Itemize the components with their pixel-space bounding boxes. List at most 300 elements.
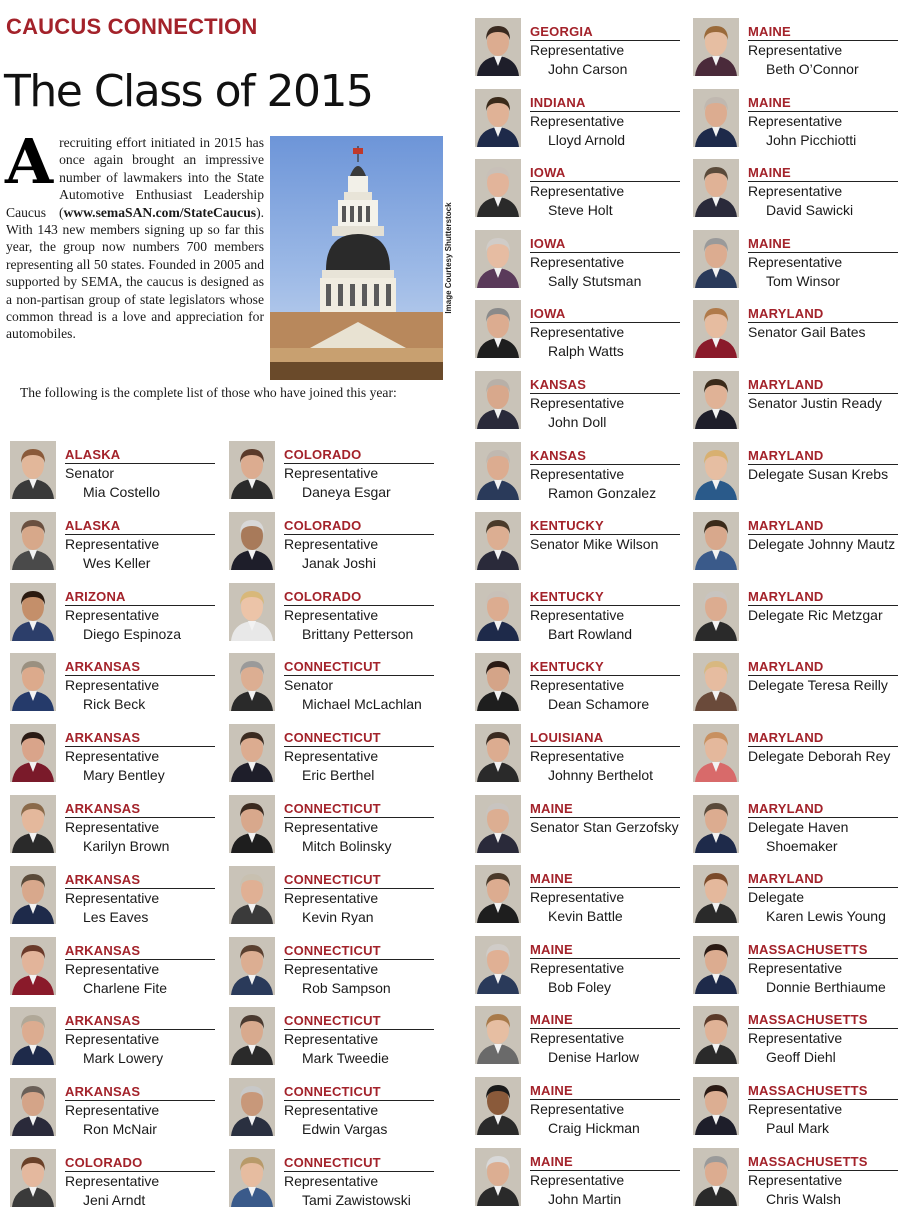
member-state: CONNECTICUT (284, 1155, 381, 1170)
member-photo (475, 724, 521, 782)
member-photo (10, 512, 56, 570)
member-name: John Martin (548, 1190, 622, 1207)
member-photo (10, 1149, 56, 1207)
member-state: CONNECTICUT (284, 871, 381, 887)
intro-followup: The following is the complete list of those who have joined this year: (20, 385, 397, 400)
member-title: Representative (530, 748, 625, 764)
member-state: MAINE (530, 1012, 573, 1028)
member-title: Representative (284, 465, 379, 481)
member-title: Representative (65, 748, 160, 765)
member-name: Shoemaker (766, 837, 838, 854)
member-name: Denise Harlow (548, 1049, 640, 1066)
section-kicker: CAUCUS CONNECTION (6, 14, 258, 39)
member-name: Jeni Arndt (83, 1192, 146, 1208)
divider (748, 393, 898, 394)
divider (748, 958, 898, 959)
member-title: Representative (748, 183, 843, 200)
member-state: IOWA (530, 165, 566, 181)
member-state: MARYLAND (748, 377, 824, 392)
member-entry (693, 1006, 900, 1068)
member-entry (475, 936, 685, 998)
divider (65, 888, 215, 889)
member-name: Karilyn Brown (83, 838, 170, 854)
member-entry (10, 512, 220, 574)
member-photo (693, 18, 739, 76)
member-photo (229, 937, 275, 995)
member-name: David Sawicki (766, 202, 854, 219)
member-name: Rick Beck (83, 696, 146, 713)
member-name: Chris Walsh (766, 1190, 841, 1207)
member-name: Kevin Ryan (302, 908, 374, 925)
divider (530, 746, 680, 747)
member-state: MAINE (530, 1083, 573, 1098)
member-title: Representative (284, 1102, 379, 1119)
member-photo (10, 795, 56, 853)
member-photo (10, 653, 56, 711)
member-state: ALASKA (65, 447, 121, 462)
member-name: Les Eaves (83, 908, 149, 925)
member-state: CONNECTICUT (284, 659, 381, 675)
divider (530, 958, 680, 959)
divider (748, 1170, 898, 1171)
member-photo (693, 512, 739, 570)
member-title: Delegate Deborah Rey (748, 748, 891, 764)
member-photo (475, 583, 521, 641)
divider (530, 605, 680, 606)
member-state: COLORADO (284, 517, 362, 533)
member-entry (229, 653, 439, 715)
divider (748, 322, 898, 323)
divider (284, 1100, 434, 1101)
member-photo (693, 89, 739, 147)
member-photo (693, 724, 739, 782)
member-title: Senator Stan Gerzofsky (530, 818, 679, 835)
member-photo (10, 441, 56, 499)
member-name: Eric Berthel (302, 767, 375, 784)
member-state: CONNECTICUT (284, 942, 381, 958)
member-photo (10, 724, 56, 782)
member-title: Representative (748, 959, 843, 976)
divider (748, 817, 898, 818)
member-title: Representative (65, 1031, 160, 1048)
member-entry (693, 865, 900, 927)
divider (65, 1029, 215, 1030)
intro-text-b: ). With 143 new members signing up so far this year, the group now numbers 700 members representing all 50 states. Founded in 2005 and supported by SEMA, the caucus is designed as a non-partisan group of state legislators whose common thread is a love and appreciation for automobiles. (6, 204, 264, 342)
intro-text-a: recruiting effort initiated in 2015 has once again brought an impressive number of lawmakers into the State Automotive Enthusiast Leadership Caucus ( (6, 135, 264, 220)
member-entry (475, 583, 685, 645)
member-entry (229, 866, 439, 928)
member-state: KENTUCKY (530, 518, 604, 534)
member-title: Representative (65, 819, 160, 835)
member-name: Bart Rowland (548, 625, 633, 642)
member-photo (229, 441, 275, 499)
member-name: Steve Holt (548, 202, 613, 219)
member-photo (229, 1078, 275, 1136)
member-title: Representative (530, 606, 625, 623)
divider (284, 817, 434, 818)
photo-credit: Image Courtesy Shutterstock (444, 202, 453, 314)
member-entry (229, 795, 439, 857)
member-title: Representative (530, 395, 625, 411)
divider (748, 1099, 898, 1100)
member-photo (229, 866, 275, 924)
member-state: CONNECTICUT (284, 730, 381, 746)
divider (530, 322, 680, 323)
member-photo (475, 1006, 521, 1064)
member-photo (475, 512, 521, 570)
member-entry (229, 1078, 439, 1140)
member-entry (693, 89, 900, 151)
divider (530, 534, 680, 535)
member-entry (475, 230, 685, 292)
member-entry (475, 1006, 685, 1068)
member-title: Delegate Haven (748, 818, 849, 835)
member-photo (10, 583, 56, 641)
member-title: Representative (284, 1173, 379, 1189)
member-photo (693, 583, 739, 641)
member-name: Brittany Petterson (302, 625, 414, 642)
member-title: Senator (65, 465, 115, 481)
member-title: Representative (748, 42, 843, 58)
member-photo (475, 1148, 521, 1206)
divider (530, 887, 680, 888)
member-photo (475, 371, 521, 429)
member-photo (475, 1077, 521, 1135)
member-title: Delegate Johnny Mautz (748, 536, 896, 553)
member-photo (475, 159, 521, 217)
divider (530, 111, 680, 112)
member-photo (10, 1007, 56, 1065)
member-photo (693, 1077, 739, 1135)
member-name: Karen Lewis Young (766, 908, 886, 925)
divider (530, 1170, 680, 1171)
member-photo (475, 89, 521, 147)
member-name: Mary Bentley (83, 767, 165, 784)
member-name: Charlene Fite (83, 979, 168, 996)
member-state: MAINE (530, 800, 573, 816)
member-state: CONNECTICUT (284, 1084, 381, 1100)
member-entry (229, 1149, 439, 1211)
member-photo (693, 159, 739, 217)
member-title: Representative (530, 465, 625, 482)
member-state: MARYLAND (748, 306, 824, 322)
member-photo (229, 724, 275, 782)
member-state: ARKANSAS (65, 1084, 141, 1100)
member-entry (475, 1148, 685, 1210)
member-entry (229, 937, 439, 999)
member-title: Delegate Teresa Reilly (748, 677, 888, 694)
member-photo (475, 865, 521, 923)
capitol-dome-illustration (270, 136, 443, 380)
member-entry (693, 159, 900, 221)
member-entry (475, 18, 685, 80)
member-name: Bob Foley (548, 978, 612, 995)
divider (65, 463, 215, 464)
member-title: Representative (284, 606, 379, 623)
member-entry (10, 1149, 220, 1211)
member-entry (693, 583, 900, 645)
member-entry (10, 1078, 220, 1140)
divider (284, 959, 434, 960)
divider (530, 675, 680, 676)
member-name: Paul Mark (766, 1120, 830, 1136)
article-title: The Class of 2015 (4, 66, 373, 117)
member-state: MASSACHUSETTS (748, 1153, 868, 1169)
member-state: ARKANSAS (65, 1013, 141, 1029)
divider (65, 959, 215, 960)
member-title: Representative (530, 1171, 625, 1188)
member-name: Edwin Vargas (302, 1121, 388, 1138)
member-title: Senator (284, 677, 334, 694)
member-name: Daneya Esgar (302, 484, 391, 500)
member-state: MAINE (530, 871, 573, 887)
member-title: Representative (530, 183, 625, 200)
divider (530, 817, 680, 818)
divider (748, 252, 898, 253)
member-state: ARKANSAS (65, 730, 141, 746)
member-name: Johnny Berthelot (548, 767, 654, 783)
divider (530, 393, 680, 394)
member-entry (475, 371, 685, 433)
member-title: Delegate Susan Krebs (748, 465, 889, 482)
member-entry (475, 795, 685, 857)
member-photo (693, 795, 739, 853)
divider (284, 605, 434, 606)
divider (284, 1171, 434, 1172)
member-name: Rob Sampson (302, 979, 391, 996)
member-entry (475, 300, 685, 362)
divider (748, 746, 898, 747)
member-photo (475, 442, 521, 500)
member-entry (10, 441, 220, 503)
divider (530, 252, 680, 253)
member-name: Ralph Watts (548, 343, 624, 360)
member-entry (10, 724, 220, 786)
member-title: Representative (748, 1030, 843, 1047)
member-title: Representative (65, 535, 160, 552)
member-title: Representative (748, 112, 843, 129)
member-entry (229, 441, 439, 503)
member-entry (475, 1077, 685, 1139)
member-entry (475, 442, 685, 504)
divider (748, 181, 898, 182)
member-entry (475, 653, 685, 715)
member-entry (693, 653, 900, 715)
member-state: MARYLAND (748, 588, 824, 604)
member-state: MARYLAND (748, 871, 824, 887)
divider (748, 1028, 898, 1029)
member-title: Representative (748, 1101, 843, 1117)
member-photo (229, 653, 275, 711)
member-entry (475, 89, 685, 151)
member-name: Craig Hickman (548, 1120, 640, 1136)
member-entry (693, 512, 900, 574)
member-name: John Picchiotti (766, 131, 857, 148)
member-entry (10, 653, 220, 715)
divider (284, 534, 434, 535)
divider (748, 887, 898, 888)
member-photo (475, 795, 521, 853)
member-state: ARKANSAS (65, 801, 141, 816)
divider (530, 1028, 680, 1029)
divider (530, 464, 680, 465)
member-name: Donnie Berthiaume (766, 978, 886, 995)
member-title: Representative (284, 1031, 379, 1048)
member-title: Delegate (748, 889, 805, 906)
member-title: Delegate Ric Metzgar (748, 606, 883, 623)
member-name: Tom Winsor (766, 272, 840, 289)
member-title: Representative (65, 1173, 160, 1189)
divider (748, 534, 898, 535)
member-photo (693, 865, 739, 923)
divider (65, 817, 215, 818)
member-name: Beth O’Connor (766, 61, 859, 77)
member-name: Mitch Bolinsky (302, 838, 392, 854)
member-title: Representative (284, 535, 379, 552)
member-photo (10, 937, 56, 995)
member-state: MAINE (748, 235, 791, 251)
divider (65, 1171, 215, 1172)
member-state: COLORADO (65, 1155, 143, 1170)
member-state: LOUISIANA (530, 730, 604, 745)
member-title: Senator Gail Bates (748, 324, 866, 341)
member-state: MAINE (748, 24, 791, 39)
member-entry (693, 1148, 900, 1210)
member-state: CONNECTICUT (284, 801, 381, 816)
member-title: Representative (748, 1171, 843, 1188)
member-photo (229, 583, 275, 641)
divider (748, 40, 898, 41)
member-name: Ramon Gonzalez (548, 484, 657, 501)
member-entry (693, 724, 900, 786)
divider (530, 40, 680, 41)
member-title: Senator Justin Ready (748, 395, 882, 411)
member-name: Mark Lowery (83, 1050, 164, 1067)
member-name: Lloyd Arnold (548, 131, 626, 148)
member-photo (475, 936, 521, 994)
member-state: GEORGIA (530, 24, 593, 39)
member-photo (693, 653, 739, 711)
member-title: Representative (65, 889, 160, 906)
member-entry (10, 795, 220, 857)
member-title: Senator Mike Wilson (530, 536, 659, 553)
member-state: IOWA (530, 306, 566, 322)
member-title: Representative (748, 253, 843, 270)
member-entry (693, 371, 900, 433)
divider (748, 675, 898, 676)
member-title: Representative (530, 1030, 625, 1047)
member-photo (693, 936, 739, 994)
member-state: KENTUCKY (530, 659, 604, 675)
member-name: Mark Tweedie (302, 1050, 389, 1067)
member-state: MASSACHUSETTS (748, 1083, 868, 1098)
divider (65, 1100, 215, 1101)
member-state: MAINE (748, 94, 791, 110)
divider (284, 746, 434, 747)
member-photo (475, 230, 521, 288)
member-photo (475, 18, 521, 76)
member-state: MARYLAND (748, 730, 824, 745)
divider (65, 534, 215, 535)
member-entry (693, 18, 900, 80)
member-title: Representative (530, 677, 625, 694)
member-title: Representative (530, 324, 625, 341)
divider (284, 463, 434, 464)
member-title: Representative (530, 42, 625, 58)
member-title: Representative (65, 960, 160, 977)
capitol-dome-photo (270, 136, 443, 380)
member-title: Representative (284, 960, 379, 977)
member-entry (693, 442, 900, 504)
member-title: Representative (65, 677, 160, 694)
member-name: Sally Stutsman (548, 272, 642, 289)
divider (748, 464, 898, 465)
divider (284, 888, 434, 889)
member-name: John Doll (548, 414, 607, 430)
member-entry (475, 724, 685, 786)
member-state: INDIANA (530, 94, 586, 110)
member-name: Geoff Diehl (766, 1049, 836, 1066)
member-entry (475, 159, 685, 221)
member-entry (475, 512, 685, 574)
member-photo (693, 230, 739, 288)
member-title: Representative (284, 748, 379, 765)
member-state: MAINE (748, 165, 791, 181)
divider (65, 605, 215, 606)
member-title: Representative (530, 889, 625, 906)
member-name: Wes Keller (83, 554, 151, 571)
member-photo (475, 300, 521, 358)
member-state: ARKANSAS (65, 871, 141, 887)
member-entry (229, 583, 439, 645)
member-entry (693, 795, 900, 857)
member-entry (693, 300, 900, 362)
member-state: IOWA (530, 235, 566, 251)
member-name: John Carson (548, 61, 628, 77)
member-entry (229, 724, 439, 786)
member-photo (693, 1006, 739, 1064)
divider (748, 111, 898, 112)
member-state: ARKANSAS (65, 659, 141, 675)
member-photo (693, 300, 739, 358)
member-state: MARYLAND (748, 800, 824, 816)
member-state: MARYLAND (748, 659, 824, 675)
intro-paragraph (5, 125, 264, 343)
member-state: ARKANSAS (65, 942, 141, 958)
member-title: Representative (284, 889, 379, 906)
member-state: MAINE (530, 1153, 573, 1169)
member-state: COLORADO (284, 588, 362, 604)
member-photo (475, 653, 521, 711)
member-state: ALASKA (65, 517, 121, 533)
member-photo (229, 795, 275, 853)
drop-cap: A (5, 125, 54, 198)
divider (284, 675, 434, 676)
member-entry (229, 512, 439, 574)
member-state: MASSACHUSETTS (748, 941, 868, 957)
member-entry (693, 1077, 900, 1139)
member-name: Diego Espinoza (83, 625, 182, 642)
caucus-link[interactable]: www.semaSAN.com/StateCaucus (63, 204, 257, 220)
member-entry (10, 937, 220, 999)
member-photo (693, 371, 739, 429)
member-photo (10, 866, 56, 924)
member-entry (10, 1007, 220, 1069)
member-state: MASSACHUSETTS (748, 1012, 868, 1028)
member-state: KENTUCKY (530, 588, 604, 604)
member-title: Representative (284, 819, 379, 835)
member-photo (229, 1007, 275, 1065)
